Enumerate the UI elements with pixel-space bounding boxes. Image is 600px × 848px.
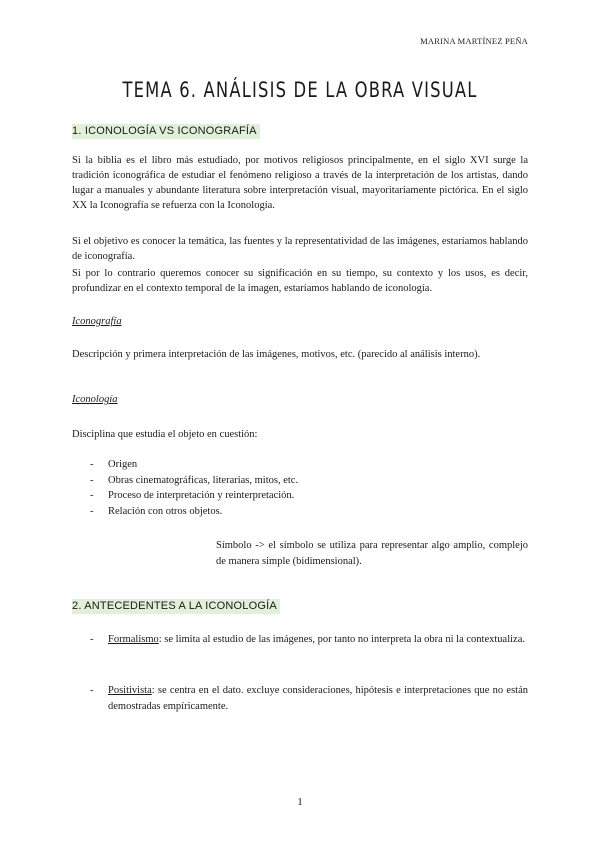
subheading-iconografia: Iconografía [72, 316, 122, 327]
list-item-text: Origen [108, 459, 138, 470]
paragraph-iconografia-objective: Si el objetivo es conocer la temática, las fuentes y la representatividad de las imágenes, estaríamos hablando de iconografía. [72, 236, 528, 262]
definition-content [108, 632, 528, 648]
list-item-text: Relación con otros objetos. [108, 505, 223, 517]
definition-text: : se limita al estudio de las imágenes, por tanto no interpreta la obra ni la contextualiza. [158, 634, 525, 645]
paragraph-iconologia-definition: Disciplina que estudia el objeto en cuestión: [72, 429, 258, 440]
symbol-note: Símbolo -> el símbolo se utiliza para representar algo amplio, complejo de manera simple (bidimensional). [216, 540, 528, 567]
header-author: MARINA MARTÍNEZ PEÑA [420, 36, 528, 46]
section-heading-2: 2. ANTECEDENTES A LA ICONOLOGÍA [72, 599, 280, 614]
definition-content [108, 683, 528, 714]
term-formalismo: Formalismo [108, 634, 159, 645]
definition-text: : se centra en el dato. excluye consideraciones, hipótesis e interpretaciones que no están demostradas empíricamente. [108, 685, 528, 712]
page-number: 1 [297, 796, 303, 808]
bullet-dash: - [90, 474, 94, 486]
document-title: TEMA 6. ANÁLISIS DE LA OBRA VISUAL [122, 78, 478, 102]
definition-item-positivista [72, 683, 528, 714]
bullet-dash: - [90, 505, 94, 517]
list-item [72, 488, 298, 504]
paragraph-iconografia-definition: Descripción y primera interpretación de las imágenes, motivos, etc. (parecido al análisis interno). [72, 349, 481, 360]
list-item [72, 457, 298, 473]
section-heading-1: 1. ICONOLOGÍA VS ICONOGRAFÍA [72, 124, 260, 139]
list-item-text: Proceso de interpretación y reinterpretación. [108, 490, 295, 501]
list-item [72, 473, 298, 489]
paragraph-iconologia-objective: Si por lo contrario queremos conocer su significación en su tiempo, su contexto y los usos, es decir, profundizar en el contexto temporal de la imagen, estaríamos hablando de iconología. [72, 268, 528, 294]
bullet-dash: - [90, 634, 94, 645]
list-item-text: Obras cinematográficas, literarias, mitos, etc. [108, 474, 299, 486]
term-positivista: Positivista [108, 685, 152, 696]
paragraph-intro: Si la biblia es el libro más estudiado, por motivos religiosos principalmente, en el siglo XVI surge la tradición iconográfica de estudiar el fenómeno religioso a través de la interpretación de los artistas, dando lugar a manuales y abundante literatura sobre interpretación visual, mayoritariamente pictórica. En el siglo XX la Iconografía se refuerza con la Iconología. [72, 155, 528, 211]
bullet-dash: - [90, 685, 94, 696]
bullet-dash: - [90, 459, 94, 470]
definition-item-formalismo [72, 632, 528, 648]
subheading-iconologia: Iconología [72, 394, 118, 405]
bullet-dash: - [90, 490, 94, 501]
list-item [72, 504, 298, 520]
iconologia-bullet-list [72, 457, 298, 519]
